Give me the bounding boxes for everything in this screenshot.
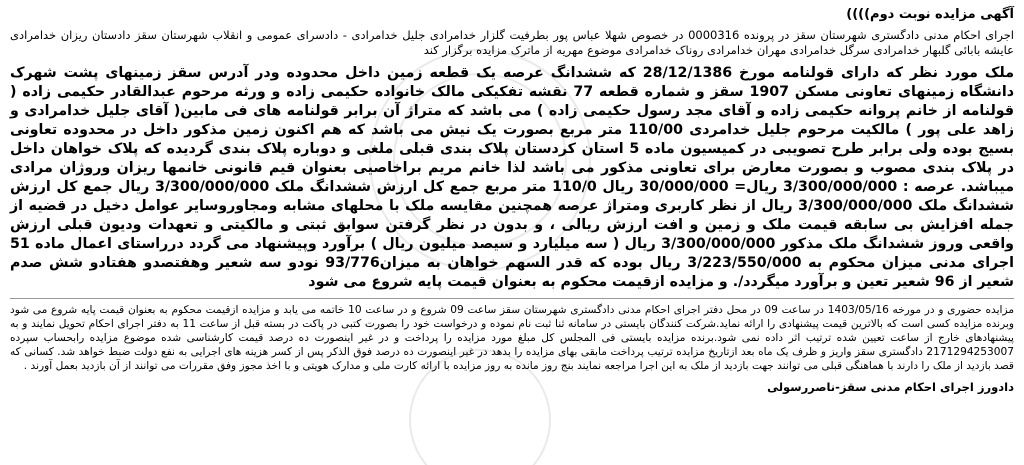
section-divider xyxy=(10,298,1014,299)
notice-body: ملک مورد نظر که دارای قولنامه مورخ 28/12/1386 که ششدانگ عرصه یک قطعه زمین داخل محدوده ودر آدرس سقز زمینهای پشت شهرک دانشگاه زمینهای تعاونی مسکن 1907 سقز و شماره قطعه 77 نقشه تفکیکی مالک خانواده حکیمی زاده و ورثه مرحوم عبدالقادر حکیمی زاده ( قولنامه از خانم پروانه حکیمی زاده و آقای مجد رسول حکیمی زاده ) می باشد که متراژ آن برابر قولنامه های فی مابین( آقای جلیل خدامرادی و زاهد علی پور ) مالکیت مرحوم جلیل خدامردی 110/00 متر مربع بصورت یک نیش می باشد که هم اکنون زمین مذکور داخل در محدوده تعاونی بسیج بوده ولی برابر طرح تصویبی در کمیسیون ماده 5 استان کردستان پلاک بندی قبلی ملغی و دوباره پلاک بندی گردیده که پلاک خواهان داخل در پلاک بندی مصوب و بصورت معارض برای تعاونی مذکور می باشد لذا خانم مریم براخاصیی بعنوان قیم قانونی خانمها ریزان وروژان مرادی میباشد. عرصه : 3/300/000/000 ریال= 30/000/000 ریال 110/0 متر مربع جمع کل ارزش ششدانگ ملک 3/300/000/000 ریال جمع کل ارزش ششدانگ ملک 3/300/000/000 ریال از نظر کاربری ومتراژ عرصه همچنین مقایسه ملک با محلهای مشابه ومجاوروسایر عوامل دخیل در قضیه از جمله افزایش بی سابقه قیمت ملک و زمین و افت ارزش ریالی ، و بدون در نظر گرفتن سوابق ثبتی و مالکیتی و تعهدات ودیون قبلی ارزش واقعی وروز ششدانگ ملک مذکور 3/300/000/000 ریال ( سه میلیارد و سیصد میلیون ریال ) برآورد وپیشنهاد می گردد درراستای اعمال ماده 51 اجرای مدنی میزان محکوم به 3/223/550/000 ریال بوده که قدر السهم خواهان به میزان93/776 نودو سه شعیر وهفتصدو هفتادو شش صدم شعیر از 96 شعیر تعین و برآورد میگردد/. و مزایده ازقیمت محکوم به بعنوان قیمت پایه شروع می شود xyxy=(10,65,1015,290)
notice-intro: اجرای احکام مدنی دادگستری شهرستان سقز در پرونده 0000316 در خصوص شهلا عباس پور بطرفیت گلزار خدامرادی جلیل خدامرادی - دادسرای عمومی و انقلاب شهرستان سقز دادستان ریزان خدامرادی عایشه بابائی گلبهار خدامرادی سرگل خدامرادی مهران خدامرادی روناک خدامرادی موضوع مهریه از ماترک مزایده برگزار کند xyxy=(10,28,1014,57)
signature-line: دادورز اجرای احکام مدنی سقز-ناصررسولی xyxy=(767,380,1014,394)
notice-title: آگهی مزایده نوبت دوم)))) xyxy=(846,7,1014,22)
notice-terms: مزایده حضوری و در مورخه 1403/05/16 در ساعت 09 در محل دفتر اجرای احکام مدنی دادگستری شهرستان سقز ساعت 09 شروع و در ساعت 10 خاتمه می یابد و مزایده ازقیمت محکوم به بعنوان قیمت پایه شروع می شود وبرنده مزایده کسی است که بالاترین قیمت پیشنهادی را ارائه نماید.شرکت کنندگان بایستی در سامانه ثنا ثبت نام نموده و درخواست خود را بصورت کتبی در پاکت در بسته قبل از ساعت 11 به دفتر اجرای احکام تحویل نمایند و به پیشنهادهای خارج از ساعت تعیین شده ترتیب اثر داده نمی شود.برنده مزایده بایستی فی المجلس کل مبلغ مورد مزایده را پرداخت و در غیر اینصورت ده درصد قیمت کارشناسی شده موضوع مزایده رابحساب سپرده 2171294253007 دادگستری سقز واریز و ظرف یک ماه بعد ازتاریخ مزایده ترتیب پرداخت مابقی بهای مزایده را بدهد در غیر اینصورت ده درصد فوق الذکر پس از کسر هزینه های اجرایی به نفع دولت ضبط خواهد شد. کسانی که قصد بازدید از ملک را دارند با هماهنگی قبلی می توانند جهت بازدید از ملک به این اجرا مراجعه نمایند بنج روز مانده به روز مزایده با ارائه کارت ملی و مدارک هویتی و با اخذ مجوز وفق مقررات می توانند از آن بازدید بعمل آورند . xyxy=(10,304,1015,372)
